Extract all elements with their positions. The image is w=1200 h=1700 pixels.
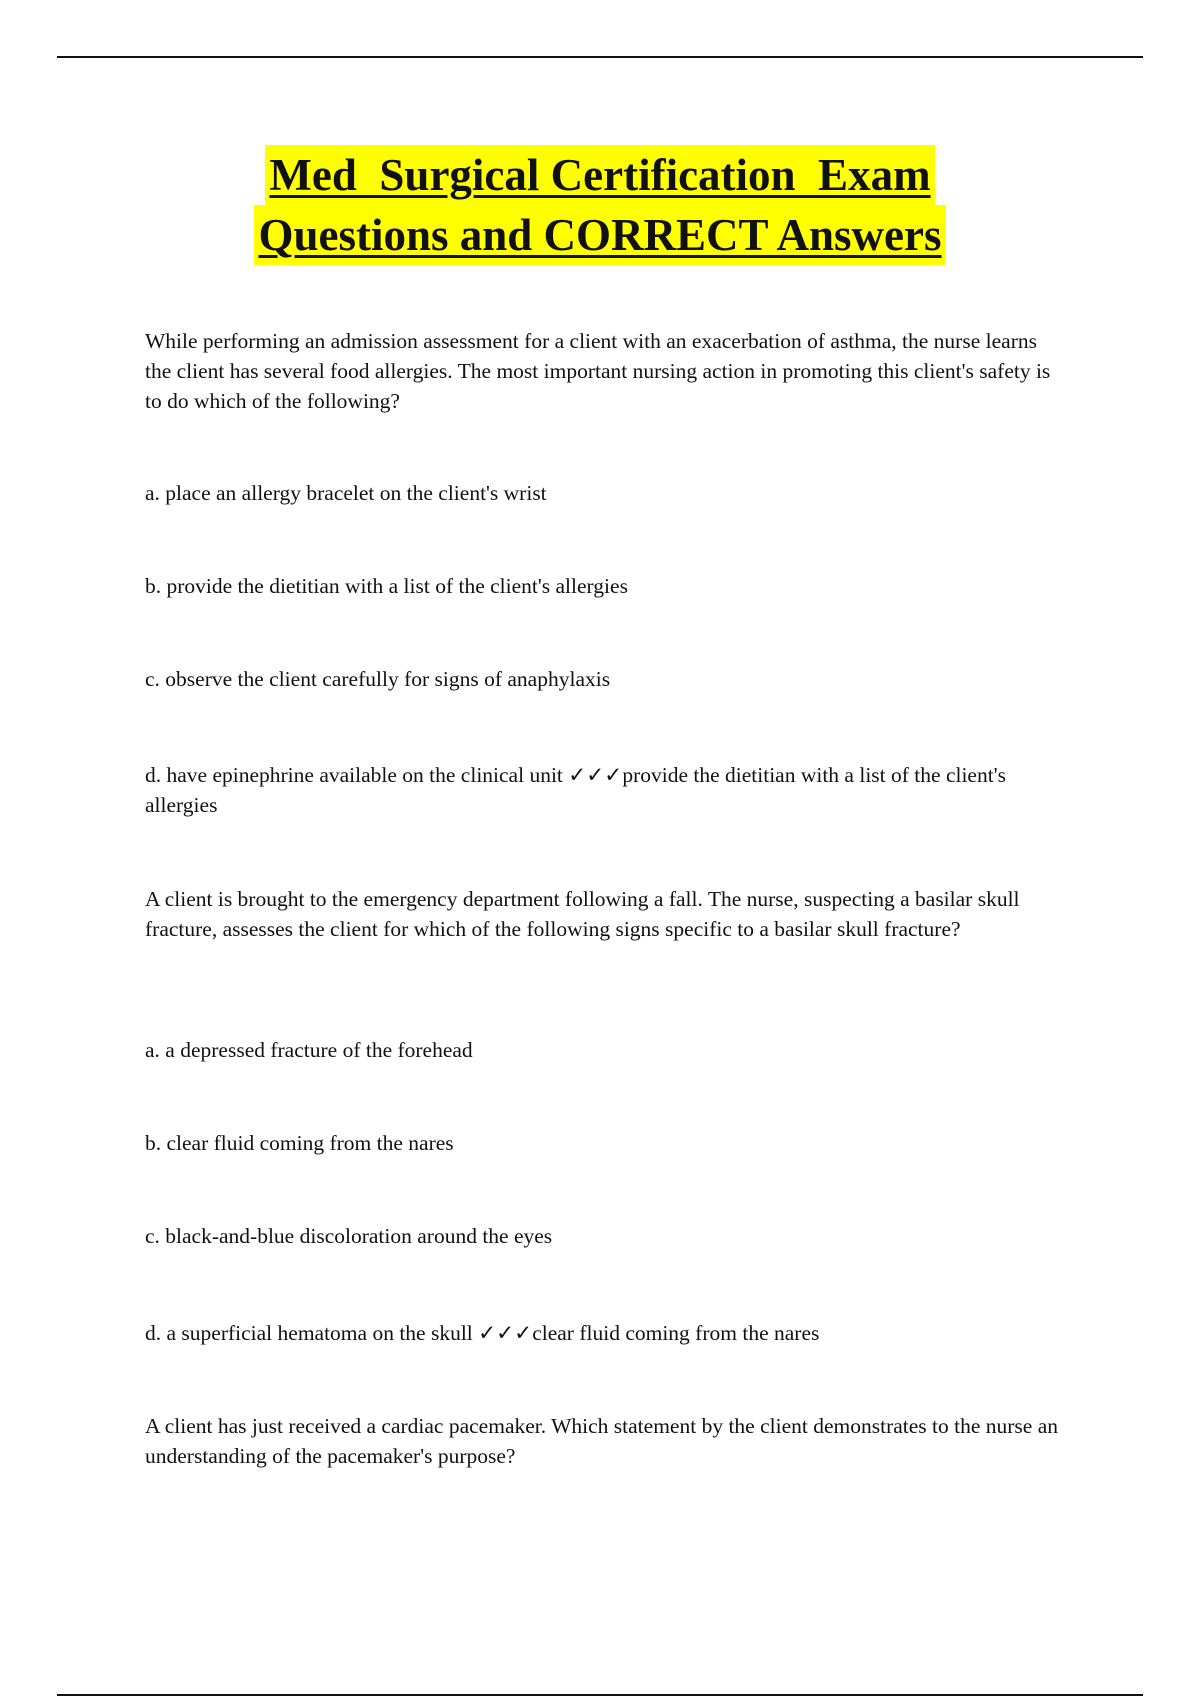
question-1-option-c: c. observe the client carefully for signs of anaphylaxis	[145, 667, 611, 691]
document-title	[0, 145, 1200, 265]
question-2-option-b: b. clear fluid coming from the nares	[145, 1131, 454, 1155]
title-line-2: Questions and CORRECT Answers	[254, 205, 945, 265]
question-1-option-b: b. provide the dietitian with a list of the client's allergies	[145, 574, 628, 598]
question-3-stem: A client has just received a cardiac pacemaker. Which statement by the client demonstrates to the nurse an understanding of the pacemaker's purpose?	[145, 1414, 1059, 1468]
question-2-stem: A client is brought to the emergency department following a fall. The nurse, suspecting a basilar skull fracture, assesses the client for which of the following signs specific to a basilar skull fracture?	[145, 887, 1020, 941]
question-2-option-d-answer: d. a superficial hematoma on the skull ✓✓✓clear fluid coming from the nares	[145, 1321, 820, 1345]
question-1-option-a: a. place an allergy bracelet on the client's wrist	[145, 481, 547, 505]
top-rule	[57, 56, 1143, 58]
question-2-option-c: c. black-and-blue discoloration around the eyes	[145, 1224, 553, 1248]
question-1-stem: While performing an admission assessment for a client with an exacerbation of asthma, the nurse learns the client has several food allergies. The most important nursing action in promoting this client's safety is to do which of the following?	[145, 329, 1051, 413]
question-2-option-a: a. a depressed fracture of the forehead	[145, 1038, 473, 1062]
bottom-rule	[57, 1694, 1143, 1696]
title-line-1: Med Surgical Certification Exam	[265, 145, 934, 205]
question-1-option-d-answer: d. have epinephrine available on the clinical unit ✓✓✓provide the dietitian with a list of the client's allergies	[145, 763, 1006, 817]
